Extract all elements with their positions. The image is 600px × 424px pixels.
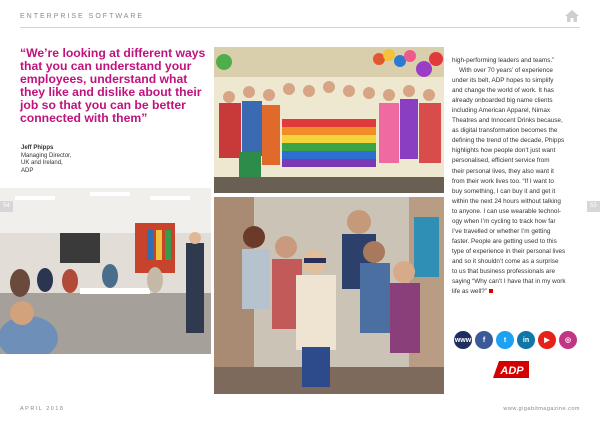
issue-date: APRIL 2018 xyxy=(20,406,65,412)
article-line: faster. People are getting used to this xyxy=(452,237,557,245)
article-line: type of experience in their personal lives xyxy=(452,247,566,255)
article-line: already onboarded big name clients xyxy=(452,97,553,105)
website-link[interactable]: www.gigabitmagazine.com xyxy=(503,406,580,412)
end-mark-icon xyxy=(489,289,493,293)
blindfold-exercise-photo xyxy=(214,197,444,394)
adp-logo xyxy=(491,358,531,380)
twitter-icon[interactable]: t xyxy=(496,331,514,349)
author-title-line-1: Managing Director, xyxy=(21,152,72,159)
article-line: saying “Why can’t I have that in my work xyxy=(452,278,566,286)
home-icon[interactable] xyxy=(564,9,580,23)
article-line: personalised, efficient service from xyxy=(452,157,550,165)
article-line: as digital transformation becomes the xyxy=(452,127,558,135)
article-line: to anyone. I can use wearable technol- xyxy=(452,207,561,215)
article-line: defining the trend of the decade, Phipps xyxy=(452,137,565,145)
adp-logo-text: ADP xyxy=(500,365,524,377)
youtube-icon[interactable]: ▶ xyxy=(538,331,556,349)
article-line: highlights how people don’t just want xyxy=(452,147,556,155)
author-name: Jeff Phipps xyxy=(21,145,54,151)
article-line: buy something, I can buy it and get it xyxy=(452,187,556,195)
article-line: I’ve travelled or whether I’m getting xyxy=(452,227,551,235)
author-company: ADP xyxy=(21,167,34,174)
article-line: life as well?” xyxy=(452,288,487,296)
quote-author xyxy=(21,145,71,175)
article-line: ogy when I’m cycling to track how far xyxy=(452,217,556,225)
page-number-left: 54 xyxy=(0,201,13,212)
article-line: within the next 24 hours without talking xyxy=(452,197,561,205)
author-title-line-2: UK and Ireland, xyxy=(21,160,63,166)
article-line: their personal lives, they also want it xyxy=(452,167,554,175)
page-number-right: 55 xyxy=(587,201,600,212)
article-line: including American Apparel, Nimax xyxy=(452,107,551,115)
header-divider xyxy=(20,27,580,28)
office-meeting-photo xyxy=(0,188,211,354)
article-line: from their work lives too. “If I want to xyxy=(452,177,554,185)
article-line: to us that business professionals are xyxy=(452,267,555,275)
linkedin-icon[interactable]: in xyxy=(517,331,535,349)
instagram-icon[interactable]: ◎ xyxy=(559,331,577,349)
pride-celebration-photo xyxy=(214,47,444,193)
section-label: ENTERPRISE SOFTWARE xyxy=(20,13,145,20)
facebook-icon[interactable]: f xyxy=(475,331,493,349)
article-line: Theatres and Innocent Drinks because, xyxy=(452,117,563,125)
article-line: and change the world of work. It has xyxy=(452,87,554,95)
social-links xyxy=(454,331,577,349)
article-line: under its belt, ADP hopes to simplify xyxy=(452,77,554,85)
article-line: high-performing leaders and teams.” xyxy=(452,57,555,64)
article-line: and so it shouldn’t come as a surprise xyxy=(452,257,559,265)
article-body xyxy=(452,56,586,297)
article-line: With over 70 years’ of experience xyxy=(459,67,553,75)
web-icon[interactable]: www xyxy=(454,331,472,349)
pull-quote: “We’re looking at different ways that you can understand your employees, understand what they like and dislike about their job so that you can be better connected with them” xyxy=(20,46,206,125)
